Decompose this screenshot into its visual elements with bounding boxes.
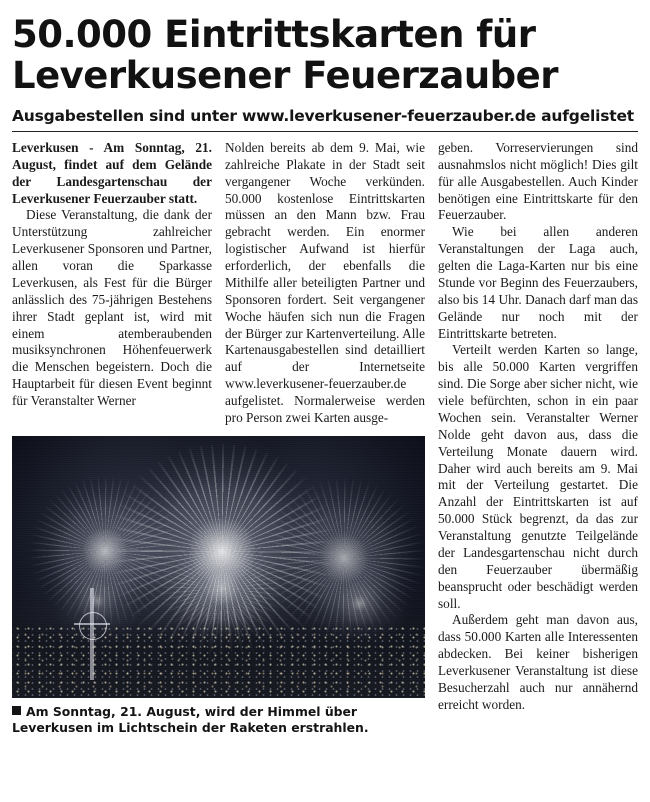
radio-tower-icon bbox=[90, 588, 94, 680]
paragraph: Wie bei allen anderen Veranstaltungen der Laga auch, gelten die Laga-Karten nur bis eine Stunde vor Beginn des Feuerzaubers, also bis 14 Uhr. Danach darf man das Gelände nur noch mit der Eintrittskarte betreten. bbox=[438, 224, 638, 341]
left-column-group bbox=[12, 140, 425, 736]
article-column-1 bbox=[12, 140, 212, 427]
paragraph: Nolden bereits ab dem 9. Mai, wie zahlreiche Plakate in der Stadt seit vergangener Woche verkünden. 50.000 kostenlose Eintrittskarten müssen an den Mann bzw. Frau gebracht werden. Ein enormer logistischer Aufwand ist hierfür erforderlich, der ebenfalls die Mithilfe aller beteiligten Partner und Sponsoren fordert. Seit vergangener Woche häufen sich nun die Fragen der Bürger zur Kartenverteilung. Alle Kartenausgabestellen sind detailliert auf der Internetseite www.leverkusener-feuerzauber.de aufgelistet. Normalerweise werden pro Person zwei Karten ausge- bbox=[225, 139, 425, 425]
caption-text: Am Sonntag, 21. August, wird der Himmel über Leverkusen im Lichtschein der Raketen erstrahlen. bbox=[12, 703, 369, 735]
page-title bbox=[12, 14, 638, 97]
headline-line-2: Leverkusener Feuerzauber bbox=[12, 54, 558, 98]
city-lights bbox=[12, 624, 425, 698]
fireworks-photo bbox=[12, 436, 425, 698]
headline-line-1: 50.000 Eintrittskarten für bbox=[12, 13, 536, 56]
subheadline: Ausgabestellen sind unter www.leverkusener-feuerzauber.de aufgelistet bbox=[12, 106, 635, 125]
article-column-3 bbox=[438, 140, 638, 714]
paragraph: Verteilt werden Karten so lange, bis alle 50.000 Karten vergriffen sind. Die Sorge aber sicher nicht, wie viele befürchten, schon in ein paar Wochen sein. Veranstalter Werner Nolde geht davon aus, dass die Verteilung Monate dauern wird. Daher wird auch bereits am 9. Mai mit der Verteilung gestartet. Die Anzahl der Eintrittskarten ist auf 50.000 Stück begrenzt, da das zur Veranstaltung genutzte Teilgelände der Landesgartenschau nicht durch den Feuerzauber übermäßig beansprucht oder beschädigt werden soll. bbox=[438, 342, 638, 611]
header-divider bbox=[12, 131, 638, 132]
article-photo-block bbox=[12, 436, 425, 736]
lead-paragraph: Leverkusen - Am Sonntag, 21. August, findet auf dem Gelände der Landesgartenschau der Leverkusener Feuerzauber statt. bbox=[12, 139, 212, 206]
paragraph: Diese Veranstaltung, die dank der Unterstützung zahlreicher Leverkusener Sponsoren und Partner, allen voran die Sparkasse Leverkusen, als Fest für die Bürger anlässlich des 75-jährigen Bestehens ihrer Stadt geplant ist, wird mit einem atemberaubenden musiksynchronen Höhenfeuerwerk die Menschen begeistern. Doch die Hauptarbeit für diesen Event beginnt für Veranstalter Werner bbox=[12, 207, 212, 408]
paragraph: geben. Vorreservierungen sind ausnahmslos nicht möglich! Dies gilt für alle Ausgabestellen. Auch Kinder benötigen eine Eintrittskarte für den Feuerzauber. bbox=[438, 139, 638, 223]
caption-marker-icon bbox=[12, 706, 21, 715]
paragraph: Außerdem geht man davon aus, dass 50.000 Karten alle Interessenten abdecken. Bei keiner bisherigen Leverkusener Veranstaltung ist diese Besucherzahl auch nur annähernd erreicht worden. bbox=[438, 612, 638, 712]
article-column-2 bbox=[225, 140, 425, 427]
photo-caption bbox=[12, 704, 425, 736]
article-columns bbox=[12, 140, 638, 736]
